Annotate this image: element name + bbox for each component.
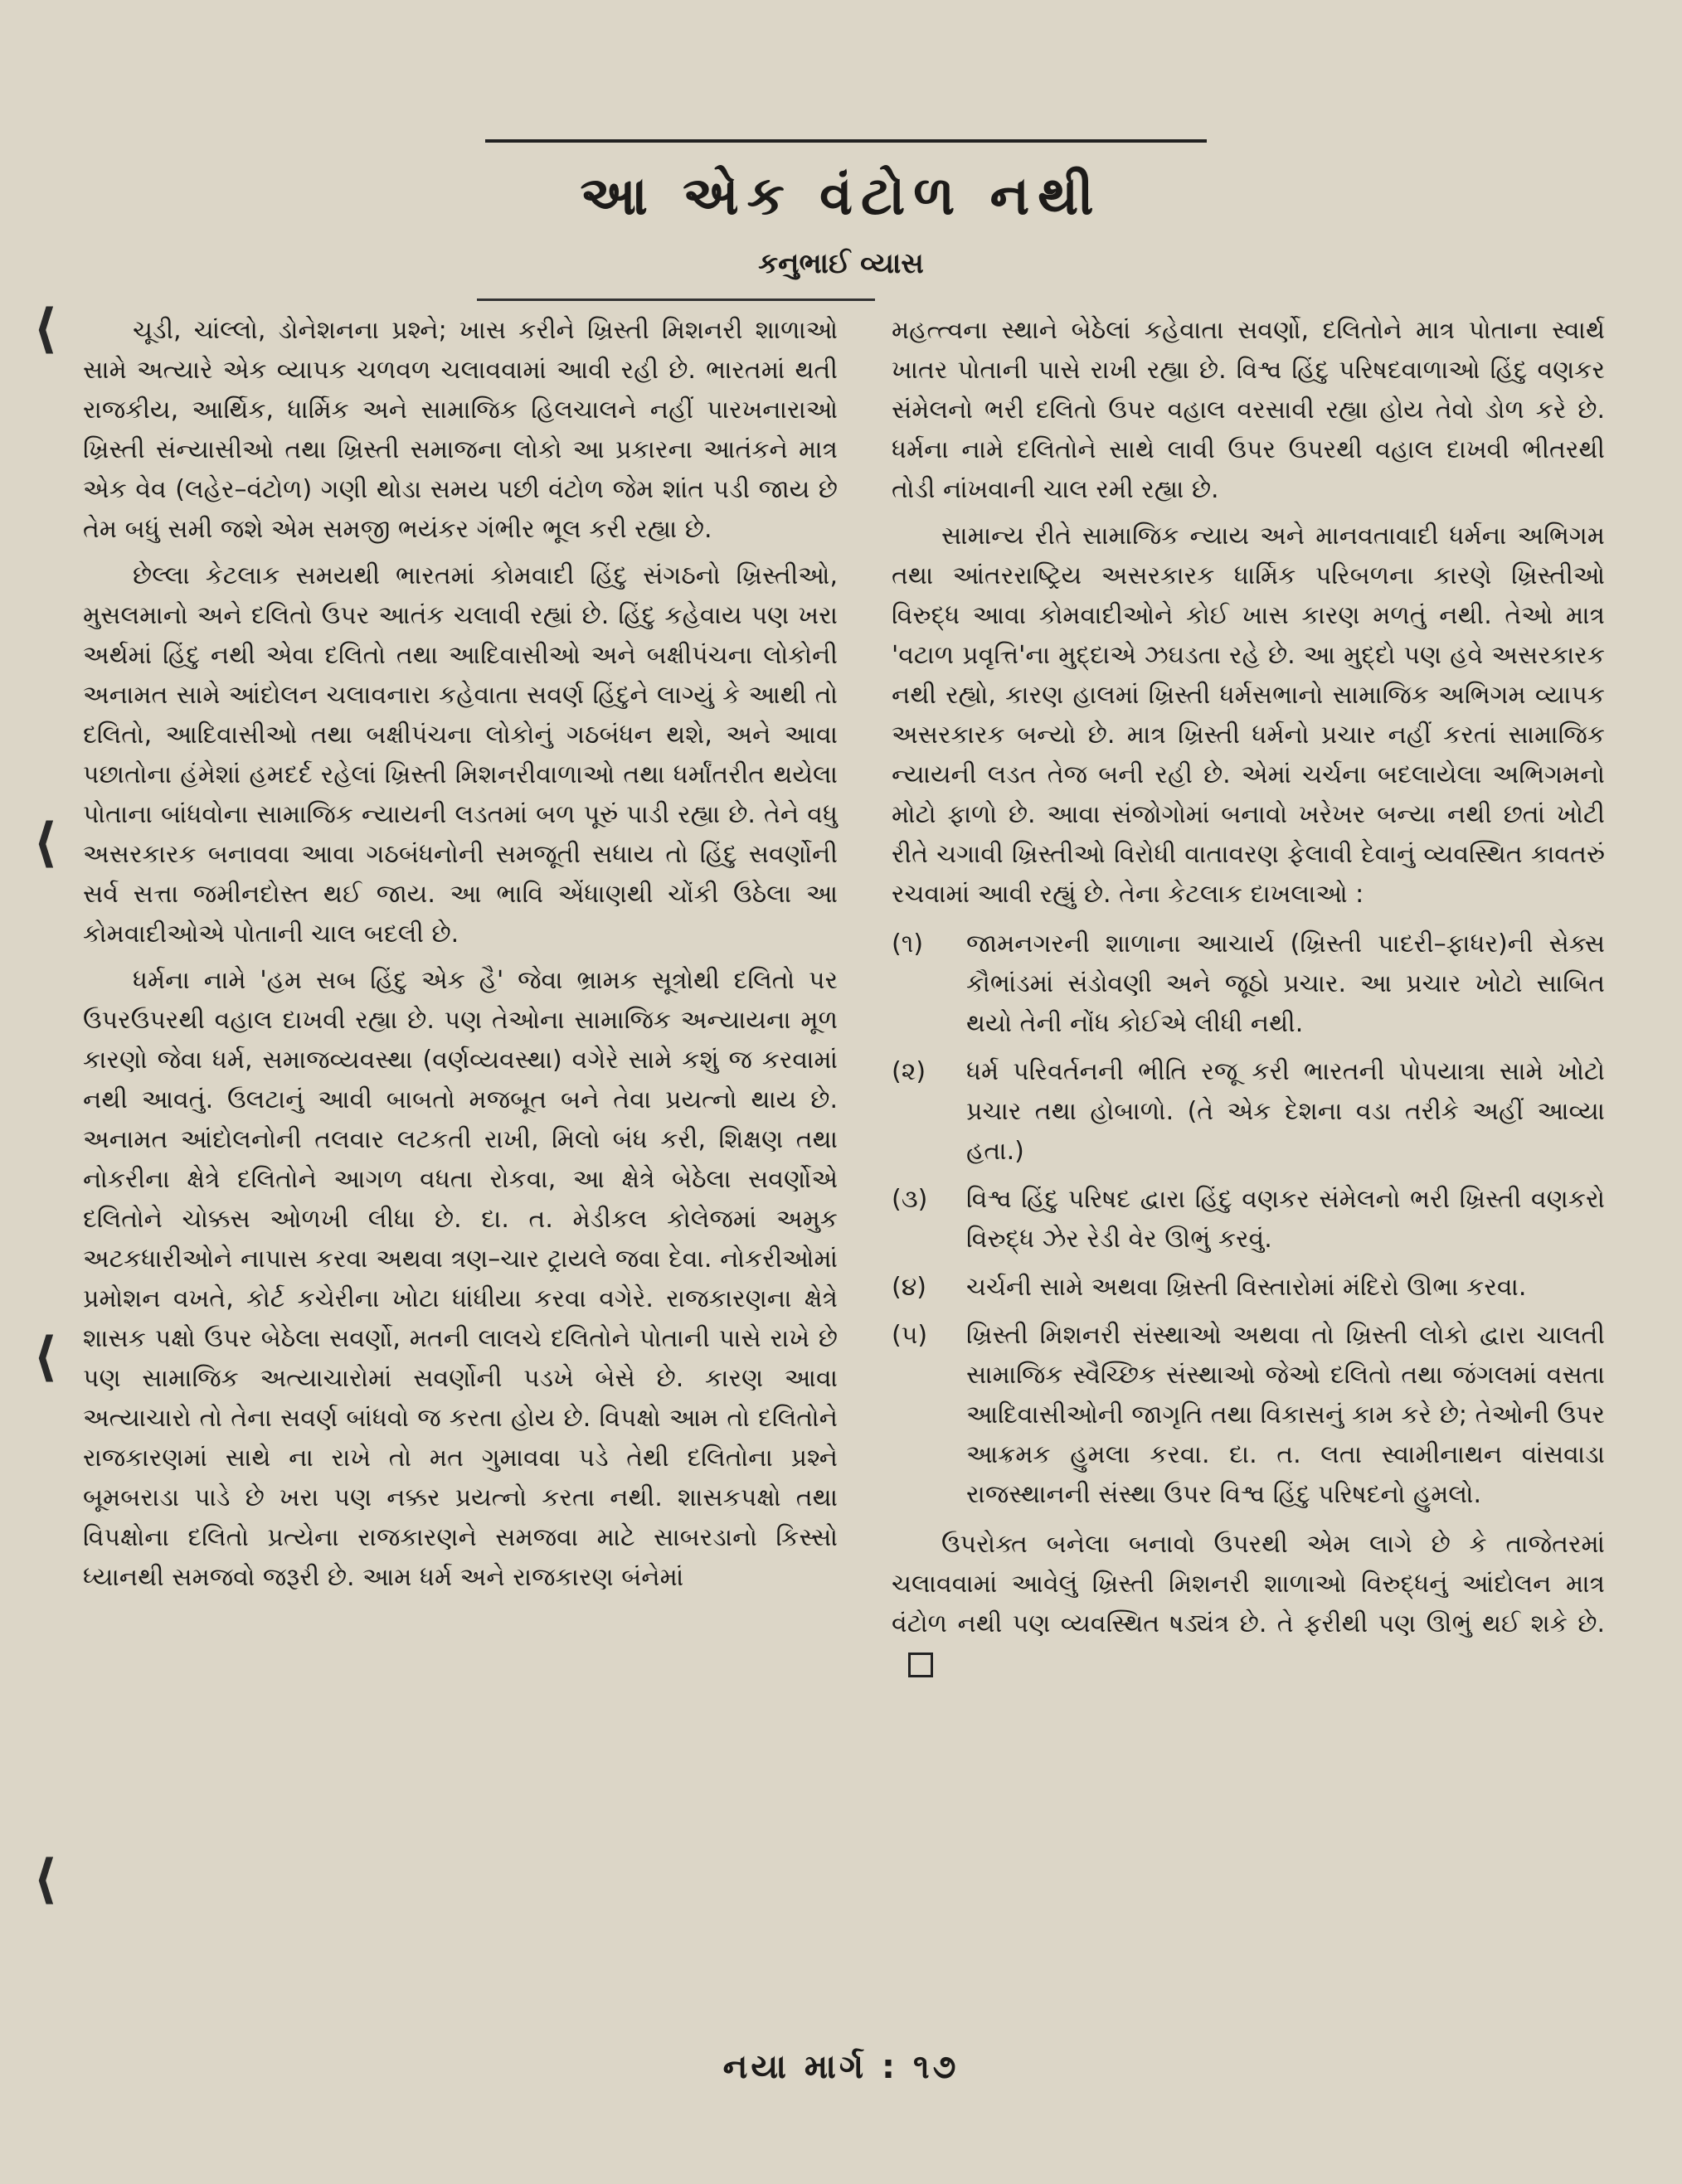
- right-column: [892, 311, 1605, 1691]
- paragraph: છેલ્લા કેટલાક સમયથી ભારતમાં કોમવાદી હિંદુ સંગઠનો ખ્રિસ્તીઓ, મુસલમાનો અને દલિતો ઉપર આતંક ચલાવી રહ્યાં છે. હિંદુ કહેવાય પણ ખરા અર્થમાં હિંદુ નથી એવા દલિતો તથા આદિવાસીઓ અને બક્ષીપંચના લોકોની અનામત સામે આંદોલન ચલાવનારા કહેવાતા સવર્ણ હિંદુને લાગ્યું કે આથી તો દલિતો, આદિવાસીઓ તથા બક્ષીપંચના લોકોનું ગઠબંધન થશે, અને આવા પછાતોના હંમેશાં હમદર્દ રહેલાં ખ્રિસ્તી મિશનરીવાળાઓ તથા ધર્માંતરીત થયેલા પોતાના બાંધવોના સામાજિક ન્યાયની લડતમાં બળ પૂરું પાડી રહ્યા છે. તેને વધુ અસરકારક બનાવવા આવા ગઠબંધનોની સમજૂતી સધાય તો હિંદુ સવર્ણોની સર્વ સત્તા જમીનદોસ્ત થઈ જાય. આ ભાવિ એંધાણથી ચોંકી ઉઠેલા આ કોમવાદીઓએ પોતાની ચાલ બદલી છે.: [83, 561, 838, 949]
- margin-mark-3: ⟨: [33, 1327, 58, 1388]
- left-column: [83, 311, 838, 1604]
- list-text: ધર્મ પરિવર્તનની ભીતિ રજૂ કરી ભારતની પોપયાત્રા સામે ખોટો પ્રચાર તથા હોબાળો. (તે એક દેશના વડા તરીકે અહીં આવ્યા હતા.): [966, 1057, 1605, 1166]
- list-text: વિશ્વ હિંદુ પરિષદ દ્વારા હિંદુ વણકર સંમેલનો ભરી ખ્રિસ્તી વણકરો વિરુદ્ધ ઝેર રેડી વેર ઊભું કરવું.: [966, 1185, 1605, 1254]
- paragraph: ધર્મના નામે 'હમ સબ હિંદુ એક હૈ' જેવા ભ્રામક સૂત્રોથી દલિતો પર ઉપરઉપરથી વહાલ દાખવી રહ્યા છે. પણ તેઓના સામાજિક અન્યાયના મૂળ કારણો જેવા ધર્મ, સમાજવ્યવસ્થા (વર્ણવ્યવસ્થા) વગેરે સામે કશું જ કરવામાં નથી આવતું. ઉલટાનું આવી બાબતો મજબૂત બને તેવા પ્રયત્નો થાય છે. અનામત આંદોલનોની તલવાર લટકતી રાખી, મિલો બંધ કરી, શિક્ષણ તથા નોકરીના ક્ષેત્રે દલિતોને આગળ વધતા રોકવા, આ ક્ષેત્રે બેઠેલા સવર્ણોએ દલિતોને ચોક્કસ ઓળખી લીધા છે. દા. ત. મેડીકલ કોલેજમાં અમુક અટકધારીઓને નાપાસ કરવા અથવા ત્રણ–ચાર ટ્રાયલે જવા દેવા. નોકરીઓમાં પ્રમોશન વખતે, કોર્ટ કચેરીના ખોટા ધાંધીયા કરવા વગેરે. રાજકારણના ક્ષેત્રે શાસક પક્ષો ઉપર બેઠેલા સવર્ણો, મતની લાલચે દલિતોને પોતાની પાસે રાખે છે પણ સામાજિક અત્યાચારોમાં સવર્ણોની પડખે બેસે છે. કારણ આવા અત્યાચારો તો તેના સવર્ણ બાંધવો જ કરતા હોય છે. વિપક્ષો આમ તો દલિતોને રાજકારણમાં સાથે ના રાખે તો મત ગુમાવવા પડે તેથી દલિતોના પ્રશ્ને બૂમબરાડા પાડે છે ખરા પણ નક્કર પ્રયત્નો કરતા નથી. શાસકપક્ષો તથા વિપક્ષોના દલિતો પ્રત્યેના રાજકારણને સમજવા માટે સાબરડાનો કિસ્સો ધ્યાનથી સમજવો જરૂરી છે. આમ ધર્મ અને રાજકારણ બંનેમાં: [83, 966, 838, 1592]
- article-author: કનુભાઈ વ્યાસ: [758, 247, 924, 280]
- end-mark-icon: [908, 1653, 933, 1677]
- paragraph: મહત્ત્વના સ્થાને બેઠેલાં કહેવાતા સવર્ણો, દલિતોને માત્ર પોતાના સ્વાર્થ ખાતર પોતાની પાસે રાખી રહ્યા છે. વિશ્વ હિંદુ પરિષદવાળાઓ હિંદુ વણકર સંમેલનો ભરી દલિતો ઉપર વહાલ વરસાવી રહ્યા હોય તેવો ડોળ કરે છે. ધર્મના નામે દલિતોને સાથે લાવી ઉપર ઉપરથી વહાલ દાખવી ભીતરથી તોડી નાંખવાની ચાલ રમી રહ્યા છે.: [892, 316, 1605, 504]
- list-item: [892, 1052, 1605, 1172]
- margin-mark-4: ⟨: [33, 1849, 58, 1910]
- list-item: [892, 925, 1605, 1044]
- closing-text: ઉપરોક્ત બનેલા બનાવો ઉપરથી એમ લાગે છે કે તાજેતરમાં ચલાવવામાં આવેલું ખ્રિસ્તી મિશનરી શાળાઓ વિરુદ્ધનું આંદોલન માત્ર વંટોળ નથી પણ વ્યવસ્થિત ષડ્યંત્ર છે. તે ફરીથી પણ ઊભું થઈ શકે છે.: [892, 1530, 1605, 1638]
- margin-mark-2: ⟨: [33, 813, 58, 874]
- article-title: આ એક વંટોળ નથી: [580, 166, 1102, 227]
- list-number: (૫): [892, 1321, 928, 1350]
- list-item: [892, 1180, 1605, 1259]
- list-number: (૪): [892, 1273, 927, 1302]
- margin-mark-1: ⟨: [33, 298, 58, 360]
- closing-paragraph: [892, 1525, 1605, 1684]
- list-text: જામનગરની શાળાના આચાર્ય (ખ્રિસ્તી પાદરી–ફાધર)ની સેક્સ કૌભાંડમાં સંડોવણી અને જૂઠો પ્રચાર. આ પ્રચાર ખોટો સાબિત થયો તેની નોંધ કોઈએ લીધી નથી.: [966, 929, 1605, 1038]
- paragraph: સામાન્ય રીતે સામાજિક ન્યાય અને માનવતાવાદી ધર્મના અભિગમ તથા આંતરરાષ્ટ્રિય અસરકારક ધાર્મિક પરિબળના કારણે ખ્રિસ્તીઓ વિરુદ્ધ આવા કોમવાદીઓને કોઈ ખાસ કારણ મળતું નથી. તેઓ માત્ર 'વટાળ પ્રવૃત્તિ'ના મુદ્દાએ ઝઘડતા રહે છે. આ મુદ્દો પણ હવે અસરકારક નથી રહ્યો, કારણ હાલમાં ખ્રિસ્તી ધર્મસભાનો સામાજિક અભિગમ વ્યાપક અસરકારક બન્યો છે. માત્ર ખ્રિસ્તી ધર્મનો પ્રચાર નહીં કરતાં સામાજિક ન્યાયની લડત તેજ બની રહી છે. એમાં ચર્ચના બદલાયેલા અભિગમનો મોટો ફાળો છે. આવા સંજોગોમાં બનાવો ખરેખર બન્યા નથી છતાં ખોટી રીતે ચગાવી ખ્રિસ્તીઓ વિરોધી વાતાવરણ ફેલાવી દેવાનું વ્યવસ્થિત કાવતરું રચવામાં આવી રહ્યું છે. તેના કેટલાક દાખલાઓ :: [892, 522, 1605, 909]
- list-number: (૨): [892, 1057, 926, 1086]
- list-item: [892, 1268, 1605, 1308]
- list-text: ખ્રિસ્તી મિશનરી સંસ્થાઓ અથવા તો ખ્રિસ્તી લોકો દ્વારા ચાલતી સામાજિક સ્વૈચ્છિક સંસ્થાઓ જેઓ દલિતો તથા જંગલમાં વસતા આદિવાસીઓની જાગૃતિ તથા વિકાસનું કામ કરે છે; તેઓની ઉપર આક્રમક હુમલા કરવા. દા. ત. લતા સ્વામીનાથન વાંસવાડા રાજસ્થાનની સંસ્થા ઉપર વિશ્વ હિંદુ પરિષદનો હુમલો.: [966, 1321, 1605, 1509]
- page-footer: નયા માર્ગ : ૧૭: [722, 2048, 960, 2086]
- list-item: [892, 1316, 1605, 1515]
- list-number: (૧): [892, 929, 924, 959]
- paragraph: ચૂડી, ચાંલ્લો, ડોનેશનના પ્રશ્ને; ખાસ કરીને ખ્રિસ્તી મિશનરી શાળાઓ સામે અત્યારે એક વ્યાપક ચળવળ ચલાવવામાં આવી રહી છે. ભારતમાં થતી રાજકીય, આર્થિક, ધાર્મિક અને સામાજિક હિલચાલને નહીં પારખનારાઓ ખ્રિસ્તી સંન્યાસીઓ તથા ખ્રિસ્તી સમાજના લોકો આ પ્રકારના આતંકને માત્ર એક વેવ (લહેર–વંટોળ) ગણી થોડા સમય પછી વંટોળ જેમ શાંત પડી જાય છે તેમ બધું સમી જશે એમ સમજી ભયંકર ગંભીર ભૂલ કરી રહ્યા છે.: [83, 316, 838, 544]
- title-rule: [477, 298, 875, 301]
- list-text: ચર્ચની સામે અથવા ખ્રિસ્તી વિસ્તારોમાં મંદિરો ઊભા કરવા.: [966, 1273, 1527, 1302]
- examples-list: [892, 925, 1605, 1515]
- list-number: (૩): [892, 1185, 928, 1214]
- top-rule: [485, 139, 1207, 143]
